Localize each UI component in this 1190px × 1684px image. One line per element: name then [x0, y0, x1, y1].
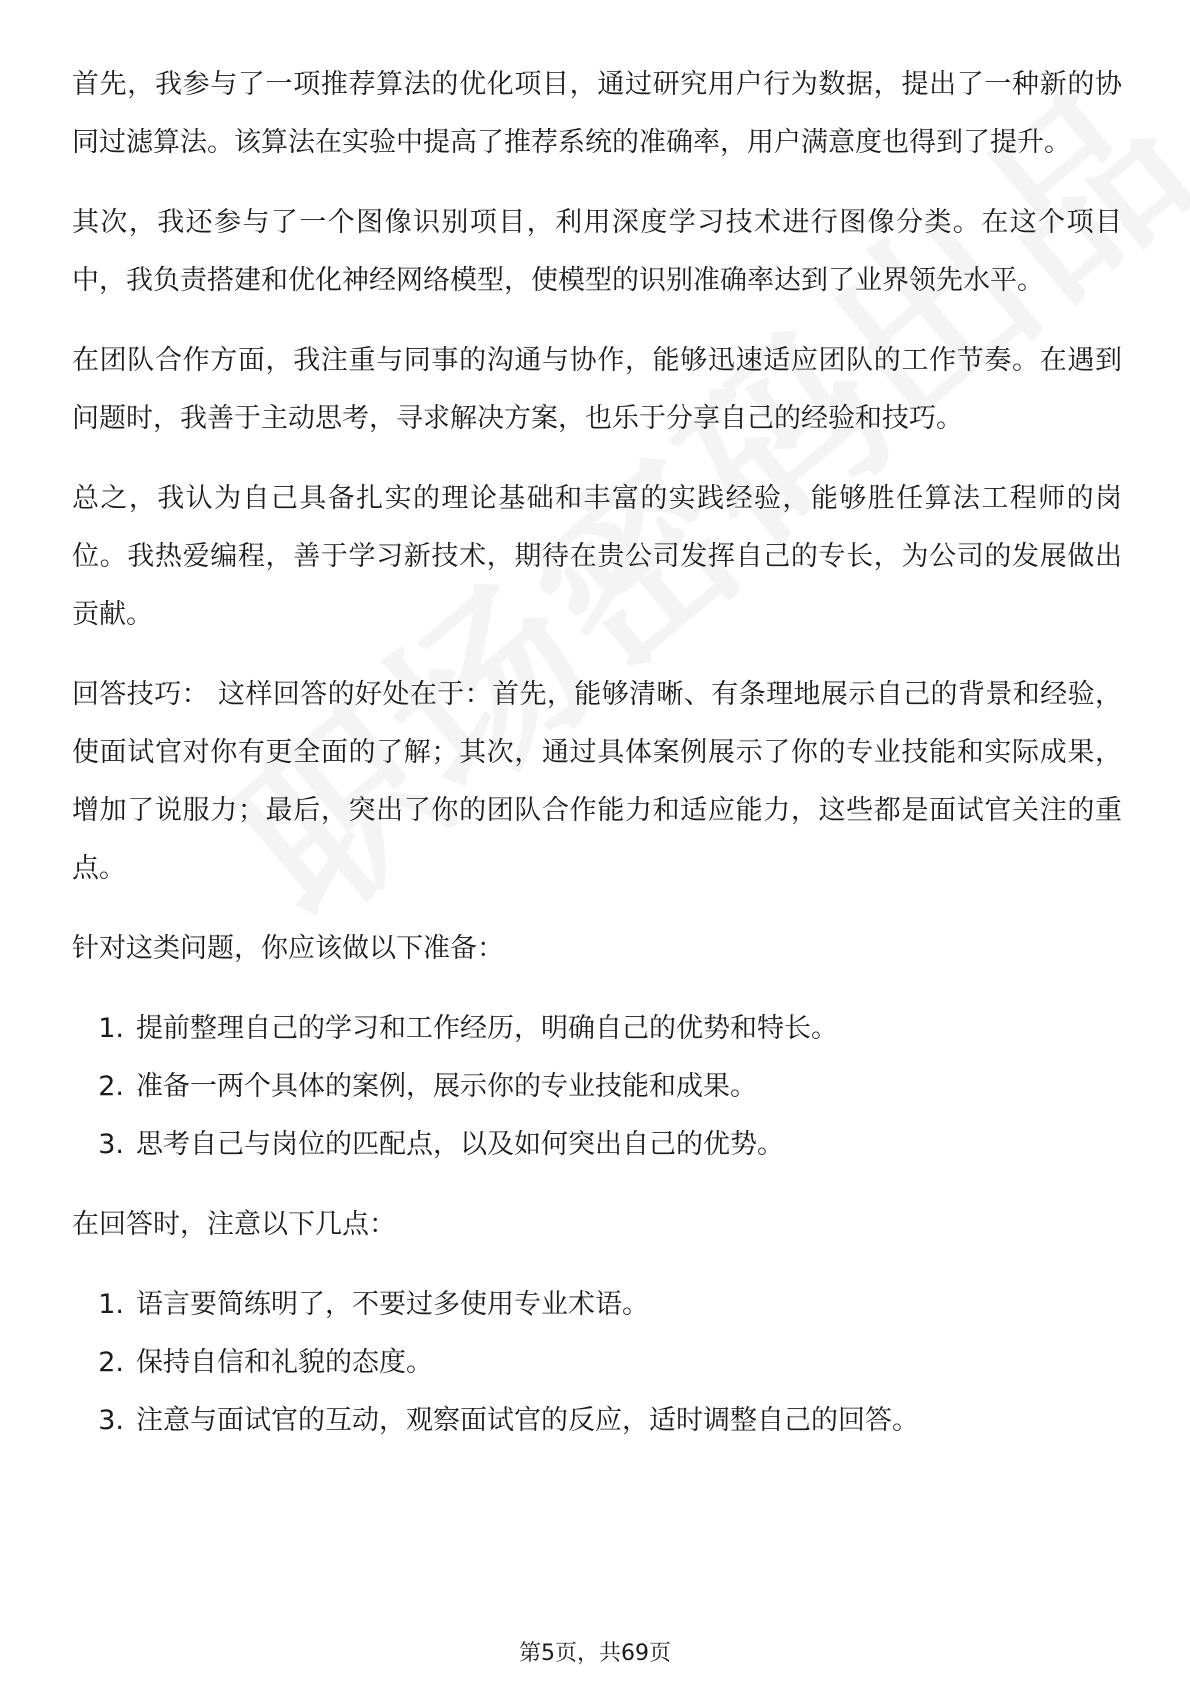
notice-list	[72, 1276, 1122, 1450]
list-item	[72, 1058, 1122, 1116]
list-item-number: 2.	[98, 1347, 124, 1378]
paragraph-project-image-recognition: 其次，我还参与了一个图像识别项目，利用深度学习技术进行图像分类。在这个项目中，我负责搭建和优化神经网络模型，使模型的识别准确率达到了业界领先水平。	[72, 207, 1122, 296]
list-item-text: 思考自己与岗位的匹配点，以及如何突出自己的优势。	[136, 1129, 784, 1160]
list-item-text: 准备一两个具体的案例，展示你的专业技能和成果。	[136, 1071, 757, 1102]
paragraph-project-recommendation: 首先，我参与了一项推荐算法的优化项目，通过研究用户行为数据，提出了一种新的协同过滤算法。该算法在实验中提高了推荐系统的准确率，用户满意度也得到了提升。	[72, 69, 1122, 158]
list-item-text: 注意与面试官的互动，观察面试官的反应，适时调整自己的回答。	[136, 1405, 919, 1436]
paragraph-answer-tips: 回答技巧： 这样回答的好处在于：首先，能够清晰、有条理地展示自己的背景和经验，使面试官对你有更全面的了解；其次，通过具体案例展示了你的专业技能和实际成果，增加了说服力；最后，突出了你的团队合作能力和适应能力，这些都是面试官关注的重点。	[72, 679, 1122, 884]
list-item-number: 2.	[98, 1071, 124, 1102]
document-body	[72, 56, 1122, 1472]
preparation-list	[72, 1000, 1122, 1174]
paragraph-notice-heading: 在回答时，注意以下几点：	[72, 1209, 396, 1240]
list-item	[72, 1276, 1122, 1334]
page-number-footer: 第5页，共69页	[519, 1641, 671, 1666]
list-item	[72, 1116, 1122, 1174]
list-item	[72, 1392, 1122, 1450]
list-item-number: 1.	[98, 1289, 124, 1320]
list-item	[72, 1000, 1122, 1058]
list-item-number: 3.	[98, 1405, 124, 1436]
list-item	[72, 1334, 1122, 1392]
list-item-number: 1.	[98, 1013, 124, 1044]
paragraph-preparation-heading: 针对这类问题，你应该做以下准备：	[72, 933, 504, 964]
list-item-number: 3.	[98, 1129, 124, 1160]
list-item-text: 语言要简练明了，不要过多使用专业术语。	[136, 1289, 649, 1320]
paragraph-teamwork: 在团队合作方面，我注重与同事的沟通与协作，能够迅速适应团队的工作节奏。在遇到问题时，我善于主动思考，寻求解决方案，也乐于分享自己的经验和技巧。	[72, 345, 1122, 434]
paragraph-summary: 总之，我认为自己具备扎实的理论基础和丰富的实践经验，能够胜任算法工程师的岗位。我热爱编程，善于学习新技术，期待在贵公司发挥自己的专长，为公司的发展做出贡献。	[72, 483, 1122, 630]
list-item-text: 保持自信和礼貌的态度。	[136, 1347, 433, 1378]
list-item-text: 提前整理自己的学习和工作经历，明确自己的优势和特长。	[136, 1013, 838, 1044]
